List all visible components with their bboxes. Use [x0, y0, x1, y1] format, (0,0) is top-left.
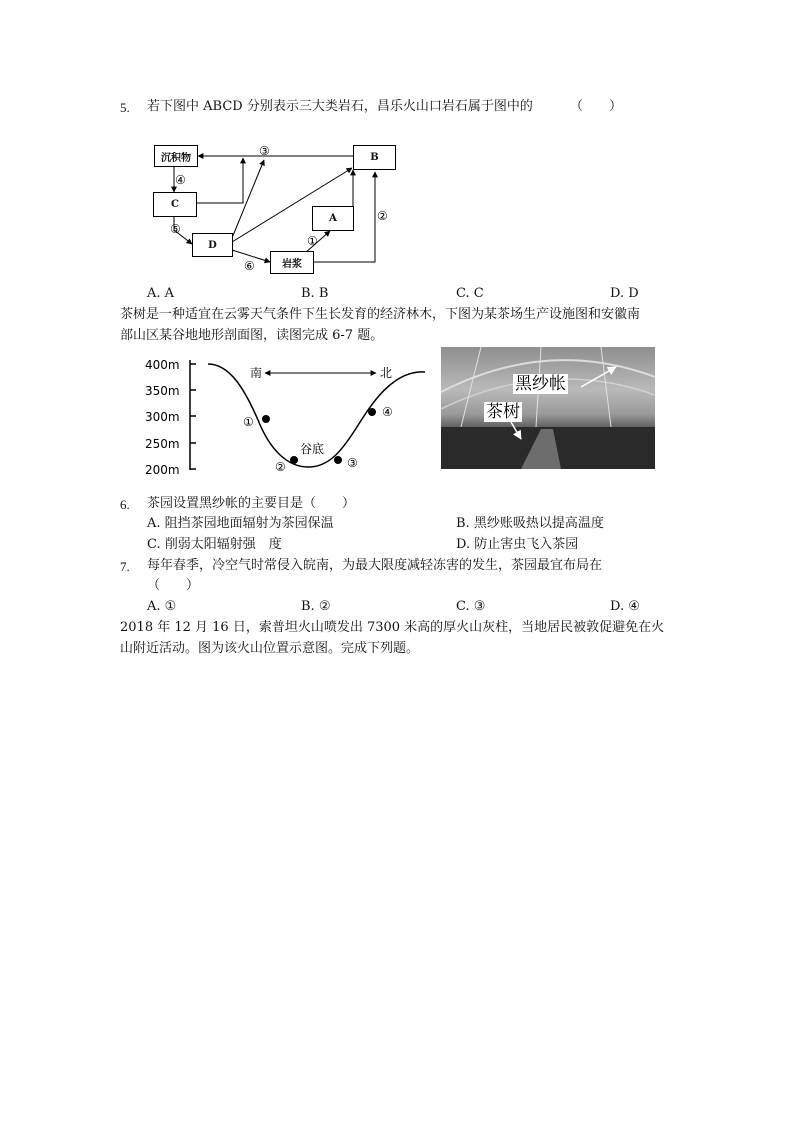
y-label-250: 250m [145, 437, 180, 451]
arrow-d-to-sediment [232, 160, 264, 238]
valley-profile-chart [140, 350, 440, 480]
photo-structure [441, 347, 655, 469]
q5-number: 5. [120, 100, 130, 115]
label-black-net: 黑纱帐 [515, 374, 566, 394]
volcano-intro-line1: 2018 年 12 月 16 日，索普坦火山喷发出 7300 米高的厚火山灰柱，当地居民被敦促避免在火 [120, 620, 665, 635]
q7-answer-paren: （ ） [147, 578, 200, 593]
q7-number: 7. [120, 559, 130, 574]
q5-answer-paren: （ ） [570, 99, 623, 114]
q7-option-d[interactable]: D. ④ [610, 599, 640, 614]
label-south: 南 [250, 366, 263, 380]
box-a: A [312, 206, 354, 231]
box-d: D [192, 233, 233, 257]
q7-stem: 每年春季，冷空气时常侵入皖南，为最大限度减轻冻害的发生，茶园最宜布局在 [147, 558, 603, 573]
tea-garden-photo [441, 347, 655, 469]
q6-number: 6. [120, 497, 130, 512]
q5-stem: 若下图中 ABCD 分别表示三大类岩石，昌乐火山口岩石属于图中的 [147, 99, 533, 114]
label-m5: ⑤ [170, 222, 181, 236]
label-p1: ① [243, 415, 254, 429]
volcano-intro-line2: 山附近活动。图为该火山位置示意图。完成下列题。 [120, 641, 420, 656]
arrow-c-to-sediment [196, 158, 243, 203]
label-m2: ② [377, 209, 388, 223]
q7-option-c[interactable]: C. ③ [456, 599, 486, 614]
intro67-line1: 茶树是一种适宜在云雾天气条件下生长发育的经济林木，下图为某茶场生产设施图和安徽南 [120, 307, 641, 322]
q5-option-c[interactable]: C. C [456, 286, 484, 301]
y-label-350: 350m [145, 384, 180, 398]
box-magma: 岩浆 [270, 251, 314, 274]
box-sediment: 沉积物 [154, 145, 198, 167]
label-p2: ② [275, 460, 286, 474]
profile-point-4 [368, 408, 376, 416]
label-m1: ① [307, 234, 318, 248]
q6-option-a[interactable]: A. 阻挡茶园地面辐射为茶园保温 [147, 516, 334, 531]
q6-option-c[interactable]: C. 削弱太阳辐射强 度 [147, 537, 282, 552]
y-label-300: 300m [145, 410, 180, 424]
box-b: B [353, 145, 396, 170]
q5-option-b[interactable]: B. B [301, 286, 329, 301]
profile-point-1 [262, 415, 270, 423]
label-m4: ④ [175, 173, 186, 187]
q7-option-b[interactable]: B. ② [301, 599, 331, 614]
label-valley: 谷底 [300, 442, 325, 456]
profile-point-3 [334, 456, 342, 464]
rock-cycle-arrows [0, 0, 794, 300]
q6-stem: 茶园设置黑纱帐的主要目是（ ） [147, 496, 356, 511]
label-tea-tree: 茶树 [486, 402, 520, 422]
box-c: C [153, 192, 197, 217]
q5-option-a[interactable]: A. A [147, 286, 175, 301]
intro67-line2: 部山区某谷地地形剖面图，读图完成 6-7 题。 [120, 328, 384, 343]
y-label-200: 200m [145, 463, 180, 477]
label-m3: ③ [259, 144, 270, 158]
q6-option-d[interactable]: D. 防止害虫飞入茶园 [456, 537, 579, 552]
q5-option-d[interactable]: D. D [610, 286, 639, 301]
label-north: 北 [380, 366, 393, 380]
label-m6: ⑥ [244, 259, 255, 273]
profile-point-2 [290, 456, 298, 464]
label-p4: ④ [382, 405, 393, 419]
label-p3: ③ [347, 456, 358, 470]
q6-option-b[interactable]: B. 黑纱账吸热以提高温度 [456, 516, 604, 531]
q7-option-a[interactable]: A. ① [147, 599, 177, 614]
y-label-400: 400m [145, 358, 180, 372]
